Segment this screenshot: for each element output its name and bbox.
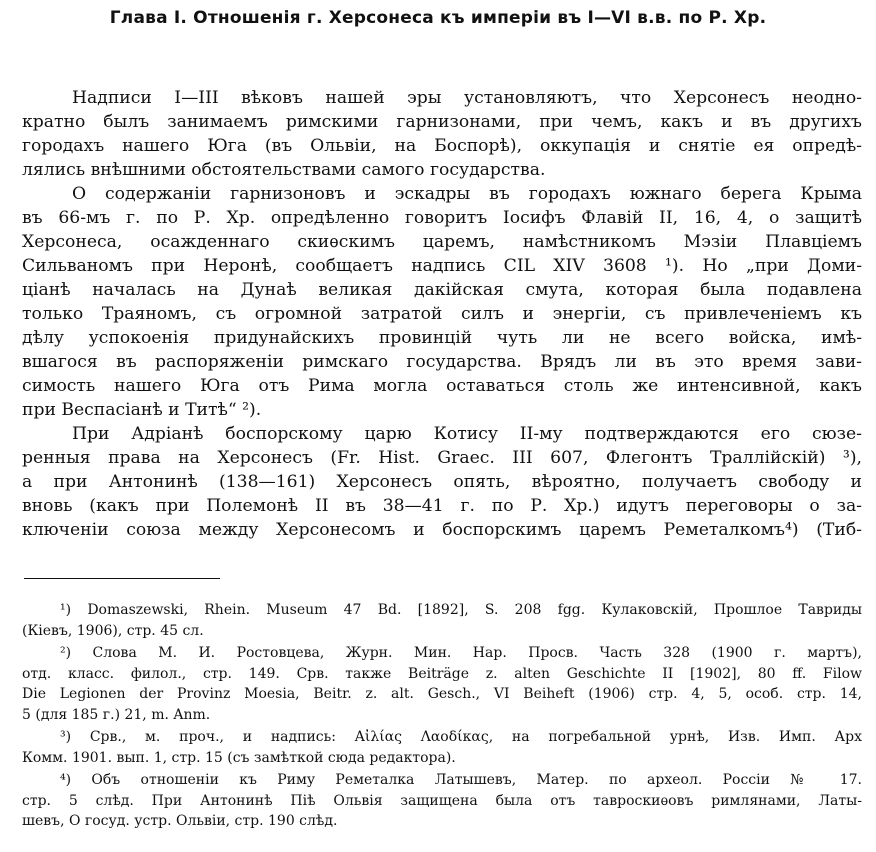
footnote-line: ¹) Domaszewski, Rhein. Museum 47 Bd. [1892], S. 208 fgg. Кулаковскій, Прошлое Тавриды xyxy=(60,602,862,618)
text-line: только Траяномъ, съ огромной затратой силъ и энергіи, съ привлеченіемъ къ xyxy=(22,304,862,324)
text-line: кратно былъ занимаемъ римскими гарнизонами, при чемъ, какъ и въ другихъ xyxy=(22,112,862,132)
footnote-line: (Кіевъ, 1906), стр. 45 сл. xyxy=(22,622,204,639)
text-line: въ 66-мъ г. по Р. Хр. опредѣленно говоритъ Іосифъ Флавій II, 16, 4, о защитѣ xyxy=(22,208,862,228)
text-line: вшагося въ распоряженіи римскаго государства. Врядъ ли въ это время зави- xyxy=(22,352,862,372)
text-line: городахъ нашего Юга (въ Ольвіи, на Боспорѣ), оккупація и снятіе ея опредѣ- xyxy=(22,136,862,156)
paragraph xyxy=(22,182,862,422)
footnote-4 xyxy=(22,770,862,832)
main-text xyxy=(22,86,862,542)
text-line: ренныя права на Херсонесъ (Fr. Hist. Graec. III 607, Флегонтъ Траллійскій) ³), xyxy=(22,448,862,468)
text-line: Херсонеса, осажденнаго скиѳскимъ царемъ, намѣстникомъ Мэзіи Плавціемъ xyxy=(22,232,862,252)
footnote-line: шевъ, О госуд. устр. Ольвіи, стр. 190 слѣд. xyxy=(22,813,338,829)
text-line: При Адріанѣ боспорскому царю Котису II-му подтверждаются его сюзе- xyxy=(72,424,862,444)
footnote-line: стр. 5 слѣд. При Антонинѣ Піѣ Ольвія защищена была отъ тавроскиѳовъ римлянами, Латы- xyxy=(22,792,862,809)
footnote-line: Die Legionen der Provinz Moesia, Beitr. z. alt. Gesch., VI Beiheft (1906) стр. 4, 5, особ. стр. 14, xyxy=(22,686,862,702)
footnote-separator xyxy=(24,578,220,579)
paragraph xyxy=(22,422,862,542)
chapter-title: Глава I. Отношенія г. Херсонеса къ имперіи въ I—VI в.в. по Р. Хр. xyxy=(109,8,767,28)
footnote-line: 5 (для 185 г.) 21, m. Anm. xyxy=(22,706,211,723)
footnote-line: Комм. 1901. вып. 1, стр. 15 (съ замѣткой сюда редактора). xyxy=(22,749,456,766)
footnote-1 xyxy=(22,600,862,641)
text-line: при Веспасіанѣ и Титѣ“ ²). xyxy=(22,400,262,420)
text-line: вновь (какъ при Полемонѣ II въ 38—41 г. по Р. Хр.) идутъ переговоры о за- xyxy=(22,496,862,516)
text-line: лялись внѣшними обстоятельствами самого государства. xyxy=(22,160,546,180)
text-line: Надписи I—III вѣковъ нашей эры установляютъ, что Херсонесъ неодно- xyxy=(72,88,862,108)
footnote-3 xyxy=(22,727,862,768)
footnote-line: ⁴) Объ отношеніи къ Риму Реметалка Латышевъ, Матер. по археол. Россіи № 17. xyxy=(60,772,862,788)
footnote-line: отд. класс. филол., стр. 149. Срв. также Beiträge z. alten Geschichte II [1902], 80 ff. Filow xyxy=(22,665,862,682)
footnote-line: ²) Слова М. И. Ростовцева, Журн. Мин. Нар. Просв. Часть 328 (1900 г. мартъ), xyxy=(60,645,862,661)
footnotes xyxy=(22,598,862,832)
footnote-2 xyxy=(22,643,862,725)
text-line: симость нашего Юга отъ Рима могла оставаться столь же интенсивной, какъ xyxy=(22,376,862,396)
text-line: ключеніи союза между Херсонесомъ и боспорскимъ царемъ Реметалкомъ⁴) (Тиб- xyxy=(22,520,862,540)
text-line: дѣлу успокоенія придунайскихъ провинцій чуть ли не всего войска, имѣ- xyxy=(22,328,862,348)
text-line: Сильваномъ при Неронѣ, сообщаетъ надпись CIL XIV 3608 ¹). Но „при Доми- xyxy=(22,256,862,276)
text-line: ціанѣ началась на Дунаѣ великая дакійская смута, которая была подавлена xyxy=(22,280,862,300)
footnote-line: ³) Срв., м. проч., и надпись: Αἰλίας Λαοδίκας, на погребальной урнѣ, Изв. Имп. Арх xyxy=(60,729,862,745)
text-line: а при Антонинѣ (138—161) Херсонесъ опять, вѣроятно, получаетъ свободу и xyxy=(22,472,862,492)
text-line: О содержаніи гарнизоновъ и эскадры въ городахъ южнаго берега Крыма xyxy=(72,184,862,204)
paragraph xyxy=(22,86,862,182)
